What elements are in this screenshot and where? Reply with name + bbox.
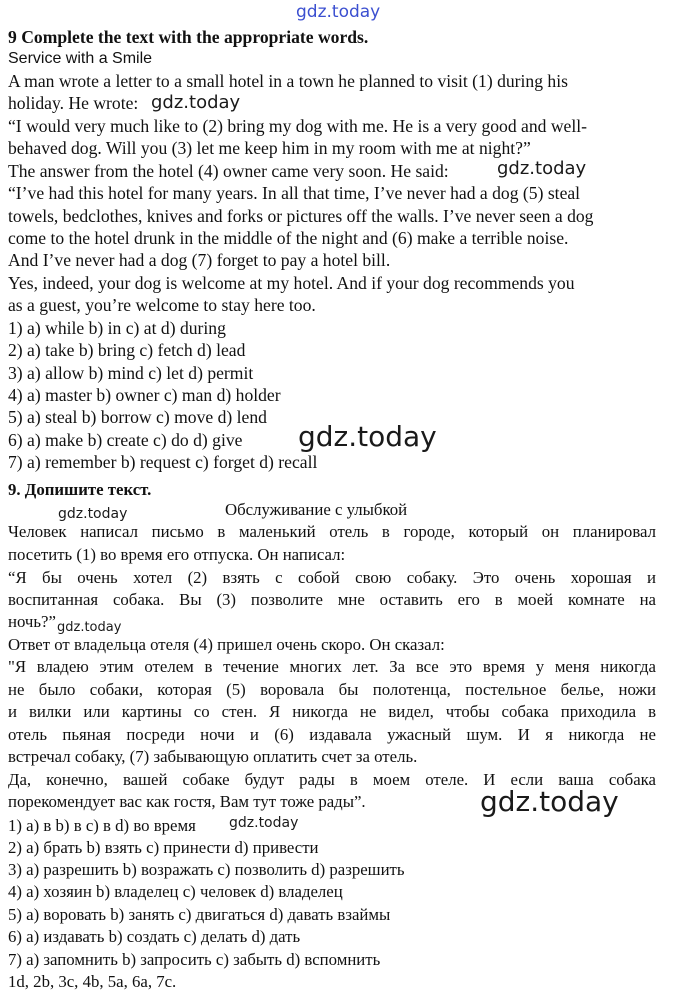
text-subtitle-ru: Обслуживание с улыбкой	[225, 500, 408, 519]
text-line: “I’ve had this hotel for many years. In all that time, I’ve never had a dog (5) steal	[8, 183, 581, 203]
text-line: воспитанная собака. Вы (3) позволите мне оставить его в моей комнате на	[8, 590, 656, 609]
text-line: as a guest, you’re welcome to stay here too.	[8, 295, 316, 315]
text-line: не было собаки, которая (5) воровала бы полотенца, постельное белье, ножи	[8, 680, 656, 699]
option-line: 2) a) take b) bring c) fetch d) lead	[8, 340, 246, 360]
text-line: ночь?”	[8, 612, 56, 631]
option-line: 6) а) издавать b) создать с) делать d) дать	[8, 927, 301, 946]
watermark: gdz.today	[57, 620, 122, 635]
text-line: come to the hotel drunk in the middle of the night and (6) make a terrible noise.	[8, 228, 569, 248]
text-line: Да, конечно, вашей собаке будут рады в моем отеле. И если ваша собака	[8, 770, 656, 789]
text-line: And I’ve never had a dog (7) forget to pay a hotel bill.	[8, 250, 391, 270]
text-line: посетить (1) во время его отпуска. Он написал:	[8, 545, 346, 564]
answer-key: 1d, 2b, 3c, 4b, 5a, 6a, 7c.	[8, 972, 177, 991]
text-line: “I would very much like to (2) bring my dog with me. He is a very good and well-	[8, 116, 587, 136]
option-line: 7) a) remember b) request c) forget d) recall	[8, 452, 318, 472]
watermark-top: gdz.today	[296, 2, 381, 22]
watermark: gdz.today	[229, 815, 299, 831]
text-line: порекомендует вас как гостя, Вам тут тоже рады”.	[8, 792, 366, 811]
text-line: The answer from the hotel (4) owner came very soon. He said:	[8, 161, 449, 181]
text-line: и вилки или картины со стен. Я никогда не видел, чтобы собака приходила в	[8, 702, 656, 721]
option-line: 5) a) steal b) borrow c) move d) lend	[8, 407, 267, 427]
watermark: gdz.today	[497, 158, 587, 179]
text-line: towels, bedclothes, knives and forks or pictures off the walls. I’ve never seen a dog	[8, 206, 594, 226]
text-line: "Я владею этим отелем в течение многих лет. За все это время у меня никогда	[8, 657, 656, 676]
option-line: 1) а) в b) в с) в d) во время	[8, 816, 196, 835]
text-line: holiday. He wrote:	[8, 93, 139, 113]
exercise-title-en: 9 Complete the text with the appropriate words.	[8, 27, 369, 47]
option-line: 2) а) брать b) взять с) принести d) привести	[8, 838, 319, 857]
option-line: 3) a) allow b) mind c) let d) permit	[8, 363, 254, 383]
text-line: A man wrote a letter to a small hotel in a town he planned to visit (1) during his	[8, 71, 568, 91]
text-line: Yes, indeed, your dog is welcome at my hotel. And if your dog recommends you	[8, 273, 575, 293]
text-line: Ответ от владельца отеля (4) пришел очень скоро. Он сказал:	[8, 635, 445, 654]
option-line: 1) a) while b) in c) at d) during	[8, 318, 226, 338]
exercise-title-ru: 9. Допишите текст.	[8, 480, 152, 499]
watermark-large: gdz.today	[298, 420, 437, 453]
option-line: 5) а) воровать b) занять с) двигаться d) давать взаймы	[8, 905, 391, 924]
option-line: 7) а) запомнить b) запросить с) забыть d) вспомнить	[8, 950, 381, 969]
option-line: 4) а) хозяин b) владелец с) человек d) владелец	[8, 882, 343, 901]
watermark: gdz.today	[58, 506, 128, 522]
text-line: behaved dog. Will you (3) let me keep him in my room with me at night?”	[8, 138, 531, 158]
watermark-large: gdz.today	[480, 785, 619, 818]
text-line: Человек написал письмо в маленький отель в городе, который он планировал	[8, 522, 656, 541]
option-line: 4) a) master b) owner c) man d) holder	[8, 385, 281, 405]
option-line: 6) a) make b) create c) do d) give	[8, 430, 243, 450]
watermark: gdz.today	[151, 92, 241, 113]
text-line: “Я бы очень хотел (2) взять с собой свою собаку. Это очень хорошая и	[8, 568, 656, 587]
text-subtitle-en: Service with a Smile	[8, 50, 153, 67]
text-line: отель пьяная посреди ночи и (6) издавала ужасный шум. И я никогда не	[8, 725, 656, 744]
option-line: 3) а) разрешить b) возражать с) позволить d) разрешить	[8, 860, 405, 879]
text-line: встречал собаку, (7) забывающую оплатить счет за отель.	[8, 747, 418, 766]
